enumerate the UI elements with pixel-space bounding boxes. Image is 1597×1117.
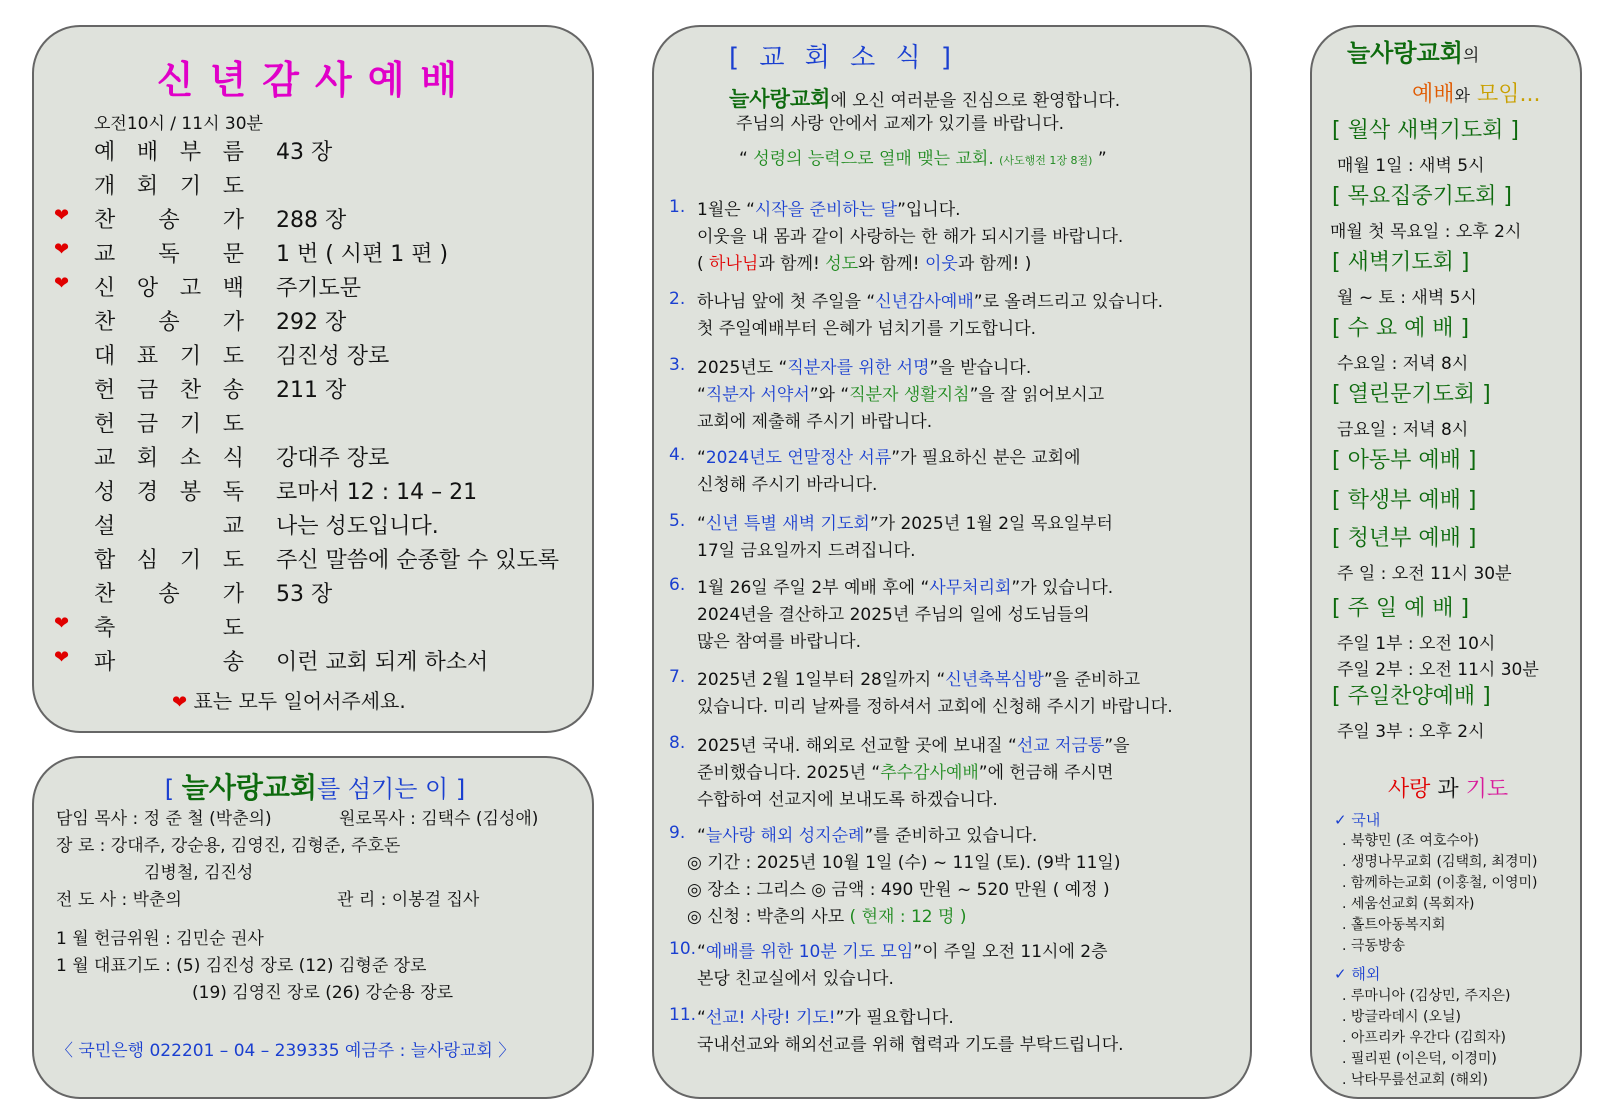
news-text-part: ”이 주일 오전 11시에 2층	[913, 942, 1108, 962]
news-text-part: 와 함께!	[858, 254, 925, 274]
news-text-part: ”을 받습니다.	[929, 358, 1032, 378]
order-row	[54, 441, 574, 475]
order-row	[54, 339, 574, 373]
news-text-part: 이웃	[924, 254, 958, 274]
schedule-title: [ 청년부 예배 ]	[1332, 526, 1477, 551]
domestic-mission-item: . 극동방송	[1342, 938, 1405, 954]
news-text-part: ”와 “	[809, 385, 850, 405]
news-text-part: 하나님 앞에 첫 주일을 “	[697, 292, 876, 312]
news-line: 첫 주일예배부터 은혜가 넘치기를 기도합니다.	[697, 319, 1037, 339]
news-text-part: 추수감사예배	[880, 763, 979, 783]
news-text-part: 신년축복심방	[945, 670, 1044, 690]
schedule-detail: 금요일 : 저녁 8시	[1337, 420, 1469, 440]
news-text-part: ◎ 신청 : 박춘의 사모	[687, 907, 850, 927]
order-label: 대 표 기 도	[94, 344, 244, 369]
news-text-part: (	[697, 254, 710, 274]
news-item-text	[697, 355, 1104, 436]
domestic-mission-item: . 생명나무교회 (김택희, 최경미)	[1342, 854, 1538, 870]
domestic-mission-item: . 세움선교회 (목회자)	[1342, 896, 1475, 912]
news-text-part: ”에 헌금해 주시면	[978, 763, 1114, 783]
order-value: 53 장	[276, 582, 333, 607]
news-text-part: 신년 특별 새벽 기도회	[705, 514, 870, 534]
order-row	[54, 305, 574, 339]
schedule-title: [ 주 일 예 배 ]	[1332, 596, 1470, 621]
welcome-line: 늘사랑교회에 오신 여러분을 진심으로 환영합니다.	[729, 87, 1121, 111]
news-text-part: “	[697, 514, 706, 534]
elders-line-2: 김병철, 김진성	[144, 863, 254, 883]
order-value: 주기도문	[276, 276, 362, 301]
news-item-text	[697, 667, 1173, 721]
news-line: 2024년을 결산하고 2025년 주님의 일에 성도님들의	[697, 605, 1090, 625]
news-text-part: “	[697, 826, 706, 846]
news-text-part: 하나님	[709, 254, 759, 274]
news-line: 본당 친교실에서 있습니다.	[697, 969, 894, 989]
domestic-mission-item: . 함께하는교회 (이홍철, 이영미)	[1342, 875, 1538, 891]
news-item-number: 9.	[669, 823, 686, 843]
schedule-title: [ 열린문기도회 ]	[1332, 382, 1491, 407]
schedule-detail: 주 일 : 오전 11시 30분	[1337, 564, 1512, 584]
order-label: 설 교	[94, 514, 244, 539]
order-row	[54, 543, 574, 577]
news-text-part: ”가 필요합니다.	[835, 1008, 954, 1028]
domestic-mission-item: . 홀트아동복지회	[1342, 917, 1446, 933]
news-item-number: 2.	[669, 289, 686, 309]
overseas-label: ✓ 해외	[1334, 965, 1381, 983]
church-motto: “ 성령의 능력으로 열매 맺는 교회. (사도행전 1장 8절) ”	[739, 149, 1107, 169]
domestic-label: ✓ 국내	[1334, 811, 1381, 829]
news-text-part: ”을 잘 읽어보시고	[969, 385, 1105, 405]
news-item-number: 6.	[669, 575, 686, 595]
order-row	[54, 135, 574, 169]
news-text-part: 늘사랑 해외 성지순례	[705, 826, 865, 846]
manager: 관 리 : 이봉걸 집사	[337, 890, 480, 910]
domestic-mission-item: . 북향민 (조 여호수아)	[1342, 833, 1479, 849]
news-text-part: 2024년도 연말정산 서류	[705, 448, 892, 468]
schedule-title: [ 수 요 예 배 ]	[1332, 316, 1470, 341]
staff-heading: [ 늘사랑교회를 섬기는 이 ]	[164, 771, 466, 804]
order-label: 찬 송 가	[94, 208, 244, 233]
news-text-part: 직분자 서약서	[705, 385, 810, 405]
news-text-part: 2025년 국내. 해외로 선교할 곳에 보내질 “	[697, 736, 1017, 756]
news-text-part: ( 현재 : 12 명 )	[849, 907, 967, 927]
news-text-part: 직분자 생활지침	[849, 385, 970, 405]
news-item-text	[697, 733, 1130, 814]
order-value: 나는 성도입니다.	[276, 514, 439, 539]
news-text-part: 과 함께!	[758, 254, 826, 274]
order-label: 교 회 소 식	[94, 446, 244, 471]
prayer-leaders-1: 1 월 대표기도 : (5) 김진성 장로 (12) 김형준 장로	[56, 956, 427, 976]
order-value: 43 장	[276, 140, 333, 165]
news-item-text	[697, 289, 1163, 343]
news-text-part: 준비했습니다. 2025년 “	[697, 763, 881, 783]
bank-account: 〈 국민은행 022201 – 04 – 239335 예금주 : 늘사랑교회 〉	[56, 1041, 516, 1061]
order-value: 로마서 12 : 14 – 21	[276, 480, 478, 505]
news-item-number: 7.	[669, 667, 686, 687]
heart-icon: ❤	[54, 613, 70, 634]
news-heading: [ 교 회 소 식 ]	[729, 43, 958, 73]
news-text-part: 성도	[825, 254, 859, 274]
overseas-mission-item: . 아프리카 우간다 (김희자)	[1342, 1030, 1506, 1046]
prayer-leaders-2: (19) 김영진 장로 (26) 강순용 장로	[192, 983, 454, 1003]
news-text-part: 예배를 위한 10분 기도 모임	[705, 942, 914, 962]
standing-note: ❤ 표는 모두 일어서주세요.	[172, 689, 406, 713]
news-item-text	[697, 197, 1123, 278]
news-item-number: 4.	[669, 445, 686, 465]
news-item-text	[687, 823, 1121, 931]
order-value: 292 장	[276, 310, 347, 335]
heart-icon: ❤	[54, 239, 70, 260]
order-value: 강대주 장로	[276, 446, 390, 471]
news-line: 신청해 주시기 바라니다.	[697, 475, 878, 495]
order-label: 예 배 부 름	[94, 140, 244, 165]
news-text-part: ”을	[1104, 736, 1130, 756]
order-row	[54, 407, 574, 441]
order-label: 축 도	[94, 616, 244, 641]
order-row	[54, 645, 574, 679]
news-text-part: ”가 필요하신 분은 교회에	[891, 448, 1081, 468]
order-label: 성 경 봉 독	[94, 480, 244, 505]
order-label: 찬 송 가	[94, 310, 244, 335]
heart-icon: ❤	[54, 205, 70, 226]
news-text-part: ”가 2025년 1월 2일 목요일부터	[869, 514, 1113, 534]
overseas-mission-item: . 필리핀 (이은덕, 이경미)	[1342, 1051, 1497, 1067]
news-line: 이웃을 내 몸과 같이 사랑하는 한 해가 되시기를 바랍니다.	[697, 227, 1124, 247]
news-item-text	[697, 445, 1081, 499]
heart-icon: ❤	[172, 692, 188, 713]
news-item-number: 8.	[669, 733, 686, 753]
news-text-part: ”가 있습니다.	[1011, 578, 1114, 598]
news-text-part: ”를 준비하고 있습니다.	[864, 826, 1038, 846]
news-text-part: 신년감사예배	[875, 292, 974, 312]
order-row	[54, 475, 574, 509]
service-title: 신년감사예배	[156, 58, 474, 102]
news-item-text	[697, 939, 1108, 993]
schedule-title: [ 학생부 예배 ]	[1332, 488, 1477, 513]
offering-committee: 1 월 헌금위원 : 김민순 권사	[56, 929, 264, 949]
order-label: 헌 금 기 도	[94, 412, 244, 437]
heart-icon: ❤	[54, 273, 70, 294]
order-label: 개 회 기 도	[94, 174, 244, 199]
news-item-text	[697, 511, 1113, 565]
news-text-part: 시작을 준비하는 달	[754, 200, 898, 220]
order-value: 주신 말씀에 순종할 수 있도록	[276, 548, 559, 573]
news-item-text	[697, 1005, 1124, 1059]
news-line: ◎ 기간 : 2025년 10월 1일 (수) ~ 11일 (토). (9박 11일)	[687, 853, 1121, 873]
news-text-part: 선교! 사랑! 기도!	[705, 1008, 836, 1028]
schedule-title: [ 새벽기도회 ]	[1332, 250, 1470, 275]
order-label: 교 독 문	[94, 242, 244, 267]
news-text-part: ”입니다.	[897, 200, 961, 220]
news-text-part: “	[697, 385, 706, 405]
order-label: 찬 송 가	[94, 582, 244, 607]
prayer-heading: 사랑 과 기도	[1387, 777, 1509, 802]
news-text-part: ”을 준비하고	[1043, 670, 1141, 690]
order-value: 211 장	[276, 378, 347, 403]
news-item-number: 1.	[669, 197, 686, 217]
news-line: 국내선교와 해외선교를 위해 협력과 기도를 부탁드립니다.	[697, 1035, 1124, 1055]
order-label: 합 심 기 도	[94, 548, 244, 573]
overseas-mission-item: . 낙타무릎선교회 (해외)	[1342, 1072, 1488, 1088]
emeritus-pastor: 원로목사 : 김택수 (김성애)	[339, 809, 539, 829]
staff-panel	[32, 756, 594, 1099]
news-text-part: 2025년도 “	[697, 358, 788, 378]
schedule-subheading: 예배와 모임...	[1412, 82, 1541, 107]
news-text-part: ”로 올려드리고 있습니다.	[973, 292, 1164, 312]
order-row	[54, 203, 574, 237]
order-label: 헌 금 찬 송	[94, 378, 244, 403]
news-line: ◎ 장소 : 그리스 ◎ 금액 : 490 만원 ~ 520 만원 ( 예정 )	[687, 880, 1110, 900]
news-text-part: “	[697, 448, 706, 468]
schedule-detail: 주일 1부 : 오전 10시	[1337, 634, 1496, 654]
order-row	[54, 373, 574, 407]
schedule-panel	[1310, 25, 1582, 1099]
schedule-title: [ 목요집중기도회 ]	[1332, 184, 1512, 209]
welcome-line-2: 주님의 사랑 안에서 교제가 있기를 바랍니다.	[736, 114, 1065, 134]
overseas-mission-item: . 방글라데시 (오닐)	[1342, 1009, 1461, 1025]
schedule-title: [ 월삭 새벽기도회 ]	[1332, 118, 1519, 143]
elders-line-1: 장 로 : 강대주, 강순용, 김영진, 김형준, 주호돈	[56, 836, 401, 856]
news-text-part: “	[697, 942, 706, 962]
order-value: 김진성 장로	[276, 344, 390, 369]
news-text-part: “	[697, 1008, 706, 1028]
order-of-worship-panel	[32, 25, 594, 733]
news-item-number: 11.	[669, 1005, 697, 1025]
news-text-part: 선교 저금통	[1016, 736, 1105, 756]
schedule-title: [ 주일찬양예배 ]	[1332, 684, 1491, 709]
check-icon: ✓	[1334, 965, 1347, 983]
order-row	[54, 611, 574, 645]
heart-icon: ❤	[54, 647, 70, 668]
news-text-part: 사무처리회	[929, 578, 1012, 598]
news-text-part: 1월 26일 주일 2부 예배 후에 “	[697, 578, 930, 598]
church-news-panel	[652, 25, 1252, 1099]
schedule-detail: 매월 첫 목요일 : 오후 2시	[1330, 222, 1522, 242]
news-line: 17일 금요일까지 드려집니다.	[697, 541, 916, 561]
schedule-detail: 주일 3부 : 오후 2시	[1337, 722, 1485, 742]
news-line: 교회에 제출해 주시기 바랍니다.	[697, 412, 933, 432]
order-row	[54, 577, 574, 611]
news-text-part: 1월은 “	[697, 200, 755, 220]
news-item-number: 3.	[669, 355, 686, 375]
order-row	[54, 169, 574, 203]
schedule-detail: 주일 2부 : 오전 11시 30분	[1337, 660, 1539, 680]
check-icon: ✓	[1334, 811, 1347, 829]
news-text-part: 2025년 2월 1일부터 28일까지 “	[697, 670, 946, 690]
news-item-number: 10.	[669, 939, 697, 959]
news-item-text	[697, 575, 1113, 656]
order-label: 신 앙 고 백	[94, 276, 244, 301]
schedule-detail: 수요일 : 저녁 8시	[1337, 354, 1469, 374]
schedule-detail: 월 ~ 토 : 새벽 5시	[1337, 288, 1477, 308]
news-line: 많은 참여를 바랍니다.	[697, 632, 862, 652]
schedule-detail: 매월 1일 : 새벽 5시	[1337, 156, 1485, 176]
news-text-part: 직분자를 위한 서명	[787, 358, 930, 378]
news-text-part: 과 함께! )	[957, 254, 1032, 274]
order-value: 288 장	[276, 208, 347, 233]
service-time: 오전10시 / 11시 30분	[94, 114, 263, 134]
schedule-heading: 늘사랑교회의	[1347, 39, 1480, 67]
news-line: 있습니다. 미리 날짜를 정하셔서 교회에 신청해 주시기 바랍니다.	[697, 697, 1173, 717]
order-row	[54, 237, 574, 271]
evangelist: 전 도 사 : 박춘의	[56, 890, 182, 910]
news-item-number: 5.	[669, 511, 686, 531]
schedule-title: [ 아동부 예배 ]	[1332, 448, 1477, 473]
order-row	[54, 509, 574, 543]
senior-pastor: 담임 목사 : 정 준 철 (박춘의)	[56, 809, 272, 829]
order-value: 1 번 ( 시편 1 편 )	[276, 242, 449, 267]
order-label: 파 송	[94, 650, 244, 675]
overseas-mission-item: . 루마니아 (김상민, 주지은)	[1342, 988, 1511, 1004]
news-line: 수합하여 선교지에 보내도록 하겠습니다.	[697, 790, 998, 810]
order-row	[54, 271, 574, 305]
order-value: 이런 교회 되게 하소서	[276, 650, 489, 675]
